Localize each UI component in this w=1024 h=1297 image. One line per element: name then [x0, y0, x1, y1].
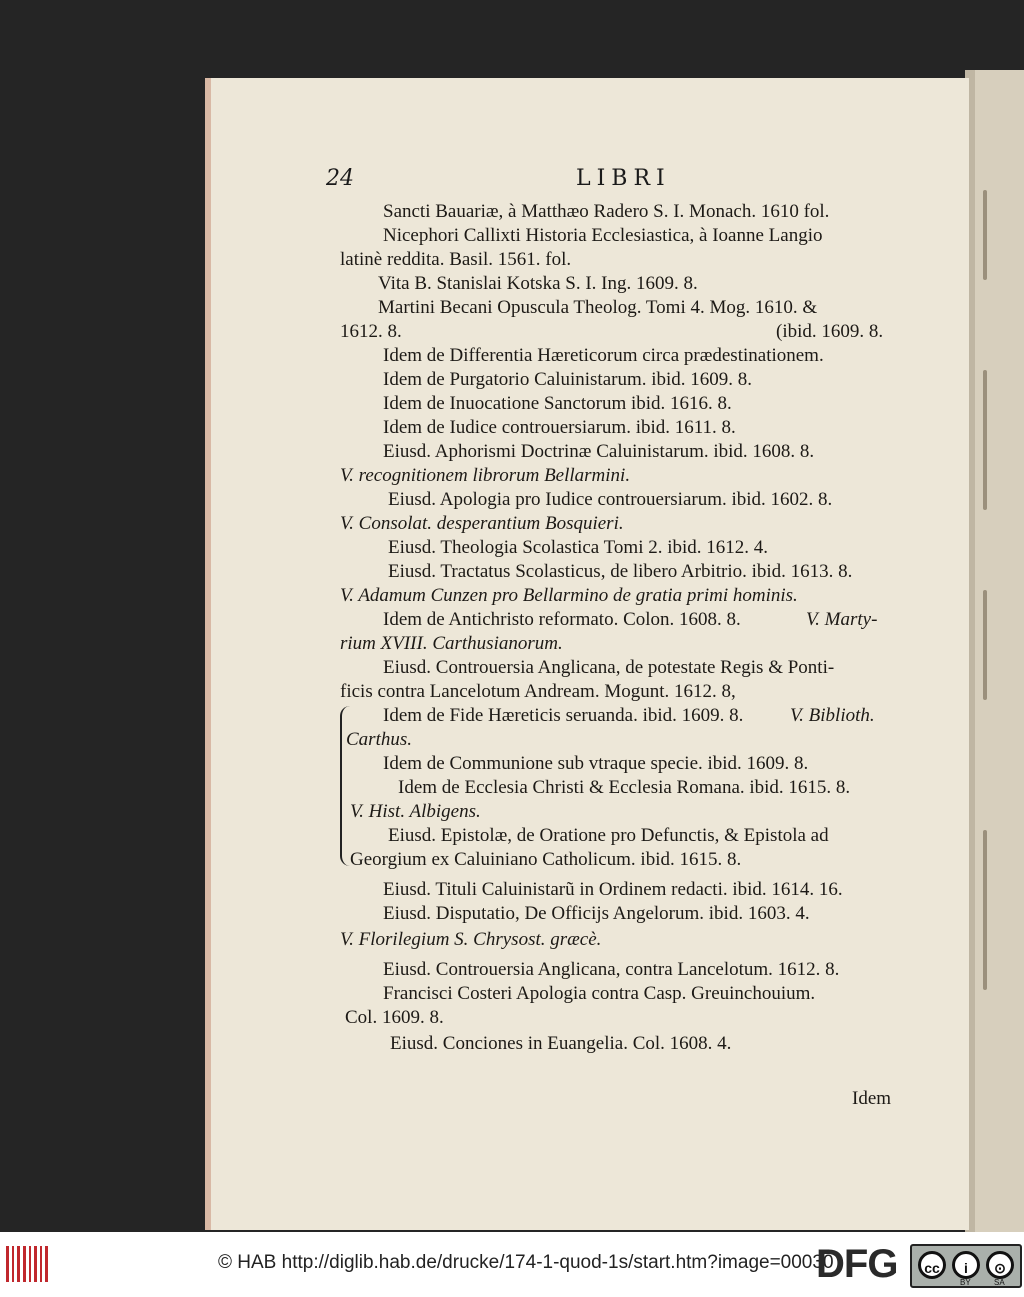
text-line: latinè reddita. Basil. 1561. fol.: [340, 249, 572, 270]
text-line: V. recognitionem librorum Bellarmini.: [340, 465, 631, 486]
text-line: Idem de Iudice controuersiarum. ibid. 1611. 8.: [383, 417, 736, 438]
text-line: Idem de Differentia Hæreticorum circa prædestinationem.: [383, 345, 824, 366]
attribution-icon: i: [952, 1251, 980, 1279]
text-line: Eiusd. Tractatus Scolasticus, de libero Arbitrio. ibid. 1613. 8.: [388, 561, 853, 582]
text-line: Eiusd. Apologia pro Iudice controuersiarum. ibid. 1602. 8.: [388, 489, 833, 510]
bleed-mark: [983, 370, 987, 510]
text-line: Eiusd. Aphorismi Doctrinæ Caluinistarum. ibid. 1608. 8.: [383, 441, 815, 462]
bleed-mark: [983, 590, 987, 700]
text-line: rium XVIII. Carthusianorum.: [340, 633, 563, 654]
share-alike-icon: ⊙: [986, 1251, 1014, 1279]
running-title: LIBRI: [576, 166, 671, 191]
catchword: Idem: [852, 1088, 892, 1109]
text-line: Idem de Antichristo reformato. Colon. 1608. 8.: [383, 609, 741, 630]
bleed-mark: [983, 190, 987, 280]
text-line: Martini Becani Opuscula Theolog. Tomi 4. Mog. 1610. &: [378, 297, 818, 318]
text-line: Eiusd. Controuersia Anglicana, de potestate Regis & Ponti-: [383, 657, 835, 678]
text-line: V. Marty-: [806, 609, 878, 630]
text-line: Georgium ex Caluiniano Catholicum. ibid. 1615. 8.: [350, 849, 742, 870]
text-line: Eiusd. Disputatio, De Officijs Angelorum. ibid. 1603. 4.: [383, 903, 810, 924]
adjacent-page-edge: [965, 70, 1024, 1232]
bleed-mark: [983, 830, 987, 990]
text-line: Vita B. Stanislai Kotska S. I. Ing. 1609. 8.: [378, 273, 698, 294]
text-line: Sancti Bauariæ, à Matthæo Radero S. I. Monach. 1610 fol.: [383, 201, 830, 222]
cc-by-sa-license-badge[interactable]: [910, 1244, 1022, 1288]
text-line: Idem de Fide Hæreticis seruanda. ibid. 1609. 8.: [383, 705, 744, 726]
text-line: (ibid. 1609. 8.: [776, 321, 884, 342]
text-line: 1612. 8.: [340, 321, 402, 342]
book-page: [205, 78, 969, 1230]
text-line: Eiusd. Tituli Caluinistarũ in Ordinem redacti. ibid. 1614. 16.: [383, 879, 843, 900]
license-label-by: BY: [960, 1278, 971, 1287]
text-line: Eiusd. Theologia Scolastica Tomi 2. ibid. 1612. 4.: [388, 537, 769, 558]
license-label-sa: SA: [994, 1278, 1005, 1287]
text-line: ficis contra Lancelotum Andream. Mogunt. 1612. 8,: [340, 681, 736, 702]
text-line: Idem de Inuocatione Sanctorum ibid. 1616. 8.: [383, 393, 732, 414]
dfg-logo: DFG: [816, 1242, 898, 1286]
text-line: Idem de Ecclesia Christi & Ecclesia Romana. ibid. 1615. 8.: [398, 777, 851, 798]
text-line: Idem de Communione sub vtraque specie. ibid. 1609. 8.: [383, 753, 809, 774]
page-header: [326, 166, 906, 196]
text-line: V. Florilegium S. Chrysost. græcè.: [340, 929, 602, 950]
text-line: Idem de Purgatorio Caluinistarum. ibid. 1609. 8.: [383, 369, 753, 390]
copyright-permalink[interactable]: © HAB http://diglib.hab.de/drucke/174-1-quod-1s/start.htm?image=00030: [218, 1252, 834, 1273]
margin-brace: [340, 706, 360, 866]
cc-icon: cc: [918, 1251, 946, 1279]
text-line: Col. 1609. 8.: [345, 1007, 444, 1028]
text-line: V. Adamum Cunzen pro Bellarmino de gratia primi hominis.: [340, 585, 798, 606]
text-line: Carthus.: [346, 729, 412, 750]
text-line: Eiusd. Epistolæ, de Oratione pro Defunctis, & Epistola ad: [388, 825, 829, 846]
text-line: Eiusd. Conciones in Euangelia. Col. 1608. 4.: [390, 1033, 732, 1054]
viewer-footer: [0, 1232, 1024, 1297]
text-line: Francisci Costeri Apologia contra Casp. Greuinchouium.: [383, 983, 816, 1004]
text-line: V. Consolat. desperantium Bosquieri.: [340, 513, 624, 534]
text-line: Nicephori Callixti Historia Ecclesiastica, à Ioanne Langio: [383, 225, 823, 246]
hab-logo-icon: [6, 1246, 48, 1282]
text-line: Eiusd. Controuersia Anglicana, contra Lancelotum. 1612. 8.: [383, 959, 840, 980]
page-number: 24: [326, 166, 354, 191]
text-line: V. Biblioth.: [790, 705, 875, 726]
text-line: V. Hist. Albigens.: [350, 801, 481, 822]
